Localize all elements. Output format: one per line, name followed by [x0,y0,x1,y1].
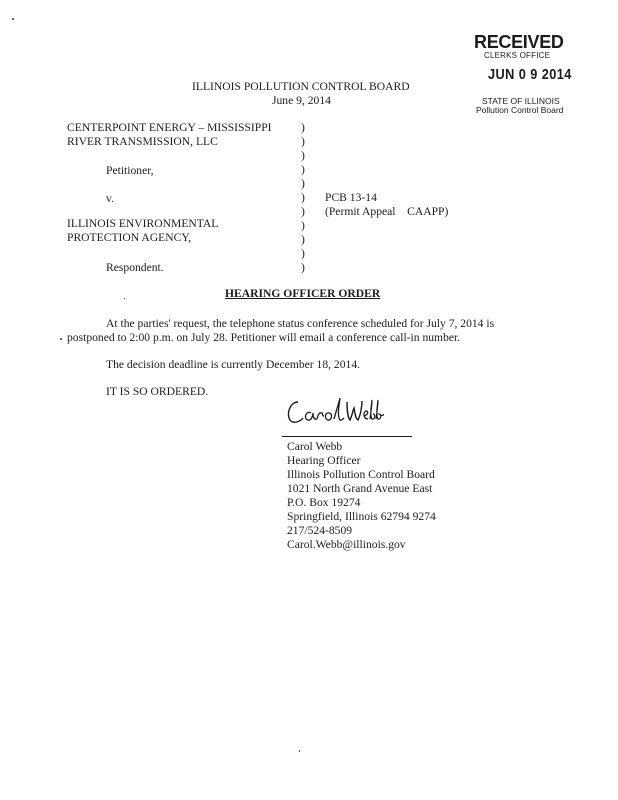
petitioner-name-line2: RIVER TRANSMISSION, LLC [67,135,218,148]
phone-number: 217/524-8509 [287,524,353,537]
caption-paren: ) [301,191,305,204]
stamp-board: Pollution Control Board [476,105,564,115]
stamp-clerks-office: CLERKS OFFICE [484,51,551,60]
order-paragraph-line2: postponed to 2:00 p.m. on July 28. Petitioner will email a conference call-in number. [67,331,461,344]
decision-deadline: The decision deadline is currently December 18, 2014. [106,358,361,371]
signature-line [282,436,412,437]
city-state-zip: Springfield, Illinois 62794 9274 [287,510,436,523]
board-heading: ILLINOIS POLLUTION CONTROL BOARD [192,80,410,93]
case-number: PCB 13-14 [325,191,377,204]
caption-paren: ) [301,233,305,246]
stamp-state: STATE OF ILLINOIS [482,96,560,106]
versus: v. [106,192,114,205]
caption-paren: ) [301,149,305,162]
caption-paren: ) [301,121,305,134]
case-type: (Permit Appeal CAAPP) [325,205,449,218]
respondent-name-line2: PROTECTION AGENCY, [67,231,192,244]
handwritten-signature [284,392,384,432]
street-address: 1021 North Grand Avenue East [287,482,433,495]
petitioner-role: Petitioner, [106,164,154,177]
order-date: June 9, 2014 [272,94,331,107]
order-title: HEARING OFFICER ORDER [225,287,381,300]
signer-name: Carol Webb [287,440,343,453]
petitioner-name-line1: CENTERPOINT ENERGY – MISSISSIPPI [67,121,272,134]
caption-paren: ) [301,261,305,274]
order-paragraph-line1: At the parties' request, the telephone status conference scheduled for July 7, 2014 is [106,317,495,330]
so-ordered: IT IS SO ORDERED. [106,385,209,398]
caption-paren: ) [301,219,305,232]
scan-speck [124,298,125,299]
stamp-date: JUN 0 9 2014 [488,66,572,83]
respondent-name-line1: ILLINOIS ENVIRONMENTAL [67,217,219,230]
scan-speck [60,338,62,340]
email-address[interactable]: Carol.Webb@illinois.gov [287,538,406,551]
caption-paren: ) [301,205,305,218]
signer-title: Hearing Officer [287,454,361,467]
scan-speck [299,750,300,752]
caption-paren: ) [301,177,305,190]
respondent-role: Respondent. [106,261,164,274]
scan-speck [12,18,14,20]
stamp-received: RECEIVED [474,32,564,52]
caption-paren: ) [301,163,305,176]
signer-organization: Illinois Pollution Control Board [287,468,435,481]
caption-paren: ) [301,247,305,260]
po-box: P.O. Box 19274 [287,496,361,509]
caption-paren: ) [301,135,305,148]
